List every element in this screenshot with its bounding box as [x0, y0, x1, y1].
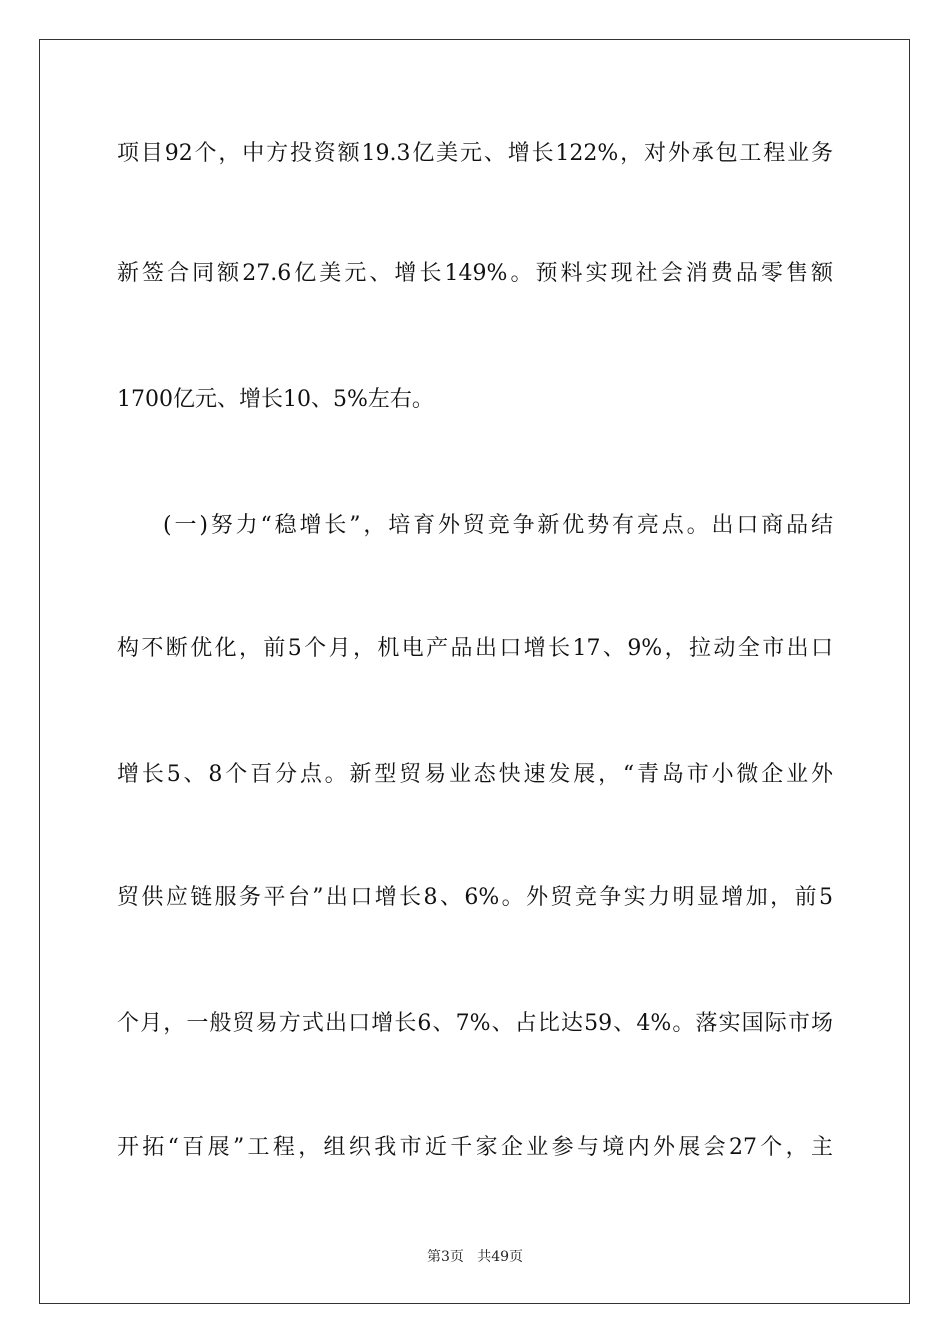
- body-text-line: 项目92个，中方投资额19.3亿美元、增长122%，对外承包工程业务: [117, 141, 833, 166]
- body-text-line: 增长5、8个百分点。新型贸易业态快速发展，“青岛市小微企业外: [117, 762, 833, 787]
- body-text-line: 贸供应链服务平台”出口增长8、6%。外贸竞争实力明显增加，前5: [117, 885, 833, 910]
- body-text-line: 新签合同额27.6亿美元、增长149%。预料实现社会消费品零售额: [117, 261, 833, 286]
- body-text-line: 开拓“百展”工程，组织我市近千家企业参与境内外展会27个，主: [117, 1135, 833, 1160]
- page-number-footer: 第3页 共49页: [426, 1249, 524, 1265]
- body-text-line: 构不断优化，前5个月，机电产品出口增长17、9%，拉动全市出口: [117, 636, 833, 661]
- paragraph-heading-line: (一)努力“稳增长”，培育外贸竞争新优势有亮点。出口商品结: [163, 513, 833, 538]
- body-text-line: 1700亿元、增长10、5%左右。: [117, 387, 434, 412]
- body-text-line: 个月，一般贸易方式出口增长6、7%、占比达59、4%。落实国际市场: [117, 1011, 833, 1036]
- page-border: [39, 39, 910, 1304]
